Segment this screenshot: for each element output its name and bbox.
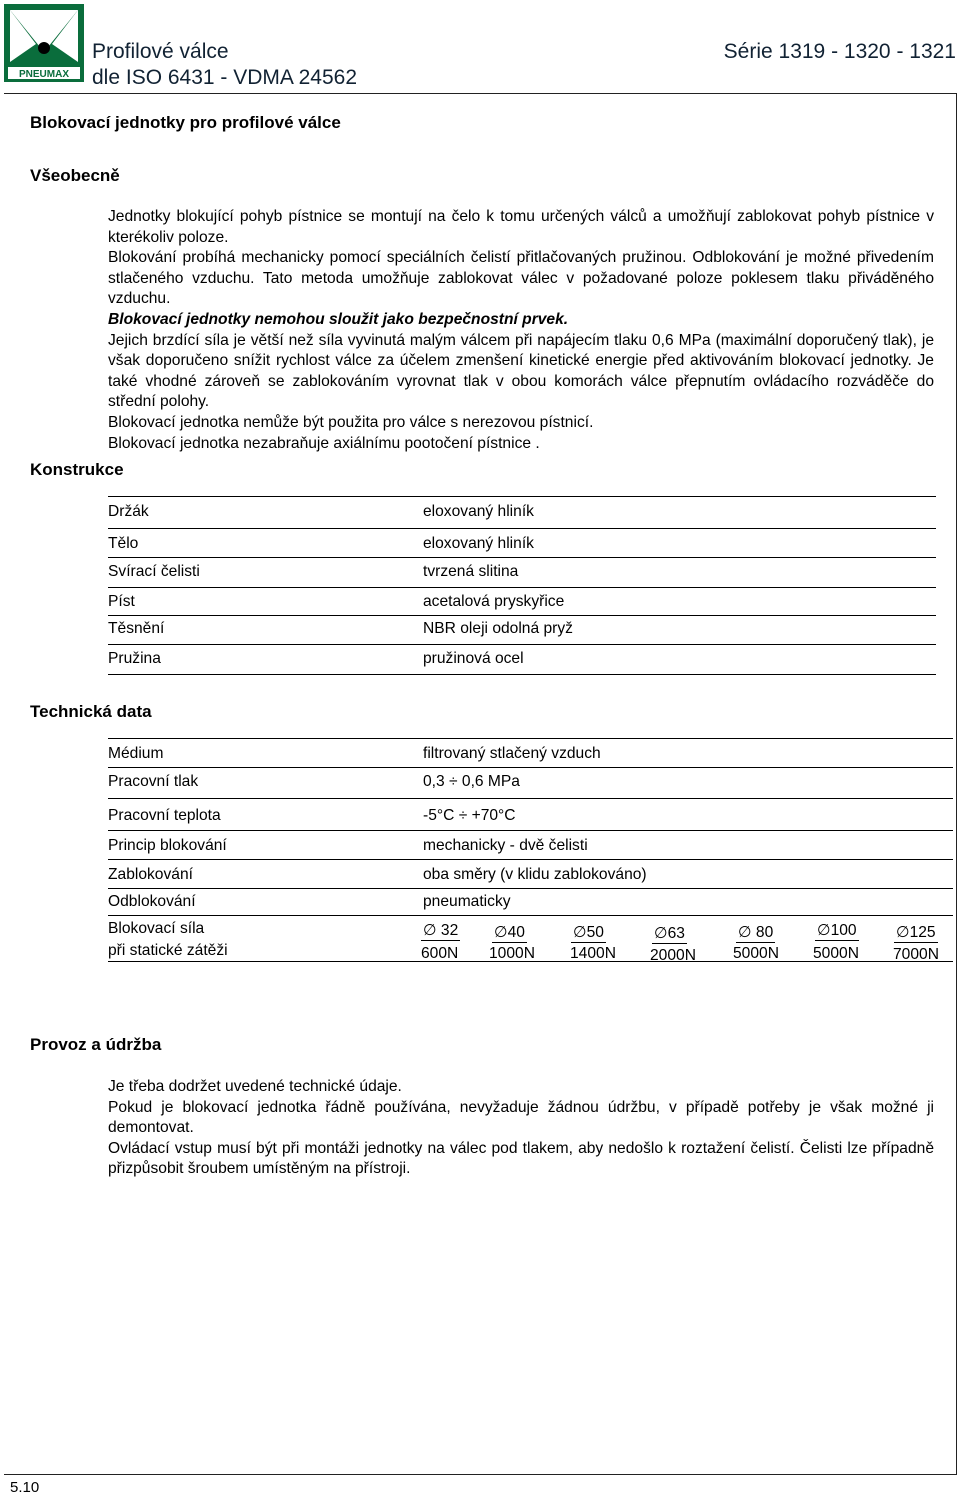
safety-warning: Blokovací jednotky nemohou sloužit jako bezpečnostní prvek. [108, 310, 569, 328]
general-heading: Všeobecně [30, 166, 120, 185]
construction-label: Pružina [108, 650, 161, 667]
table-rule [108, 557, 936, 558]
logo-brand-text: PNEUMAX [18, 69, 70, 80]
construction-value: tvrzená slitina [423, 563, 519, 580]
table-rule [108, 644, 936, 645]
technical-label: Odblokování [108, 893, 196, 910]
maintenance-heading: Provoz a údržba [30, 1035, 162, 1054]
table-rule [108, 496, 936, 497]
table-rule [108, 738, 953, 739]
technical-label: Pracovní tlak [108, 773, 199, 790]
construction-value: NBR oleji odolná pryž [423, 620, 573, 637]
general-paragraph: Blokování probíhá mechanicky pomocí speciálních čelistí přitlačovaných pružinou. Odblokování je možné přivedením stlačeného vzduchu. Tato metoda umožňuje zablokovat válec v požadované poloze poklesem tlaku přiváděného vzduchu. [108, 249, 934, 308]
maintenance-paragraph: Je třeba dodržet uvedené technické údaje. [108, 1078, 402, 1095]
general-paragraph: Blokovací jednotka nemůže být použita pro válce s nerezovou pístnicí. [108, 413, 594, 431]
pneumax-logo [4, 4, 84, 82]
table-rule [108, 888, 953, 889]
construction-label: Píst [108, 593, 135, 610]
technical-value: mechanicky - dvě čelisti [423, 837, 588, 854]
table-rule [108, 615, 936, 616]
diameter-cell: ∅100 [817, 922, 857, 939]
construction-heading: Konstrukce [30, 460, 124, 479]
technical-label: Pracovní teplota [108, 807, 221, 824]
general-paragraph: Blokovací jednotka nezabraňuje axiálnímu pootočení pístnice . [108, 434, 540, 452]
page-number: 5.10 [10, 1479, 40, 1496]
header-title-line2: dle ISO 6431 - VDMA 24562 [92, 66, 357, 89]
table-rule [108, 859, 953, 860]
header-title-line1: Profilové válce [92, 40, 229, 63]
table-rule [108, 830, 953, 831]
force-cell: 1400N [570, 945, 616, 962]
force-cell: 1000N [489, 945, 535, 962]
force-cell: 2000N [650, 947, 696, 964]
technical-value: oba směry (v klidu zablokováno) [423, 866, 647, 883]
construction-label: Držák [108, 503, 149, 520]
technical-heading: Technická data [30, 702, 152, 721]
technical-value: 0,3 ÷ 0,6 MPa [423, 773, 520, 790]
diameter-cell: ∅ 80 [738, 924, 774, 941]
table-rule [108, 528, 936, 529]
maintenance-text [108, 1077, 934, 1180]
table-rule [108, 798, 953, 799]
force-cell: 5000N [813, 945, 859, 962]
table-rule [108, 674, 936, 675]
construction-value: eloxovaný hliník [423, 535, 534, 552]
table-rule [108, 587, 936, 588]
table-rule [108, 767, 953, 768]
force-cell: 7000N [893, 946, 939, 963]
technical-label: Zablokování [108, 866, 193, 883]
construction-label: Těsnění [108, 620, 165, 637]
construction-value: eloxovaný hliník [423, 503, 534, 520]
force-label: Blokovací síla [108, 920, 205, 937]
technical-label: Princip blokování [108, 837, 227, 854]
page-title: Blokovací jednotky pro profilové válce [30, 113, 341, 132]
diameter-cell: ∅50 [573, 924, 604, 941]
diameter-cell: ∅63 [654, 925, 685, 942]
maintenance-paragraph: Pokud je blokovací jednotka řádně používána, nevyžaduje žádnou údržbu, v případě potřeby je však možné ji demontovat. [108, 1098, 934, 1137]
diameter-cell: ∅40 [494, 924, 525, 941]
force-cell: 5000N [733, 945, 779, 962]
technical-value: filtrovaný stlačený vzduch [423, 745, 601, 762]
force-label-sub: při statické zátěži [108, 942, 228, 959]
general-text [108, 207, 934, 454]
construction-label: Tělo [108, 535, 139, 552]
construction-value: pružinová ocel [423, 650, 524, 667]
technical-value: pneumaticky [423, 893, 511, 910]
maintenance-paragraph: Ovládací vstup musí být při montáži jednotky na válec pod tlakem, aby nedošlo k roztažení čelistí. Čelisti lze případně přizpůsobit šroubem umístěným na přístroji. [108, 1139, 934, 1178]
technical-label: Médium [108, 745, 164, 762]
general-paragraph: Jednotky blokující pohyb pístnice se montují na čelo k tomu určených válců a umožňují zablokovat pohyb pístnice v kterékoliv poloze. [108, 208, 934, 246]
construction-label: Svírací čelisti [108, 563, 200, 580]
diameter-cell: ∅ 32 [423, 922, 459, 939]
construction-value: acetalová pryskyřice [423, 593, 565, 610]
force-cell: 600N [421, 945, 459, 962]
technical-value: -5°C ÷ +70°C [423, 807, 516, 824]
general-paragraph: Jejich brzdící síla je větší než síla vyvinutá malým válcem při napájecím tlaku 0,6 MPa (maximální doporučený tlak), je však doporučeno snížit rychlost válce za účelem zmenšení kinetické energie před aktivováním blokovací jednotky. Je také vhodné zároveň se zablokováním vyrovnat tlak v obou komorách válce přepnutím ovládacího rozváděče do střední polohy. [108, 331, 934, 411]
table-rule [108, 915, 953, 916]
header-series: Série 1319 - 1320 - 1321 [723, 40, 956, 63]
diameter-cell: ∅125 [896, 924, 936, 941]
